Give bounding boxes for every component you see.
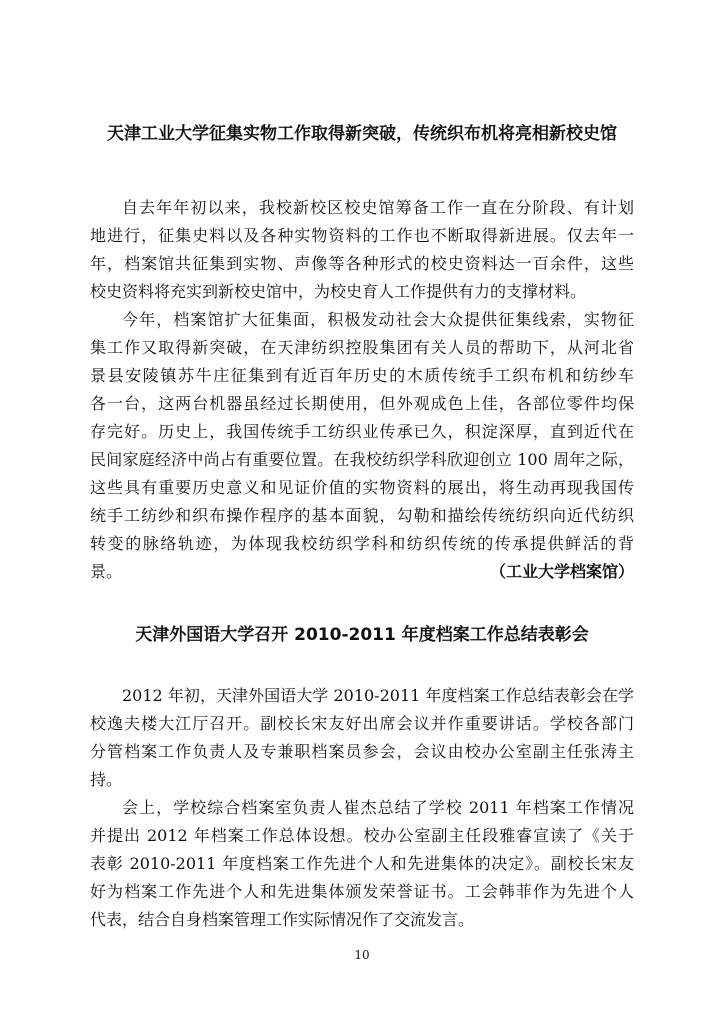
article-2-line: 代表，结合自身档案管理工作实际情况作了交流发言。 — [90, 910, 475, 929]
article-2-line: 持。 — [90, 770, 123, 789]
article-1-line: 这些具有重要历史意义和见证价值的实物资料的展出，将生动再现我国传 — [90, 478, 634, 497]
article-1-title: 天津工业大学征集实物工作取得新突破，传统织布机将亮相新校史馆 — [107, 124, 617, 144]
article-1-line: 校史资料将充实到新校史馆中，为校史育人工作提供有力的支撑材料。 — [90, 282, 587, 301]
article-2-line: 校逸夫楼大江厅召开。副校长宋友好出席会议并作重要讲话。学校各部门 — [90, 714, 634, 733]
article-2-line: 会上，学校综合档案室负责人崔杰总结了学校 2011 年档案工作情况 — [122, 798, 634, 817]
article-1-line: 统手工纺纱和织布操作程序的基本面貌，勾勒和描绘传统纺织向近代纺织 — [90, 506, 634, 525]
article-1-line: 景。 — [90, 562, 123, 581]
article-2-line: 分管档案工作负责人及专兼职档案员参会，会议由校办公室副主任张涛主 — [90, 742, 634, 761]
article-2-line: 并提出 2012 年档案工作总体设想。校办公室副主任段雅睿宣读了《关于 — [90, 826, 634, 845]
article-1-line: 存完好。历史上，我国传统手工纺织业传承已久，积淀深厚，直到近代在 — [90, 422, 634, 441]
article-1-signature: （工业大学档案馆） — [489, 562, 634, 581]
article-2-line: 表彰 2010-2011 年度档案工作先进个人和先进集体的决定》。副校长宋友 — [90, 854, 634, 873]
article-1-line: 各一台，这两台机器虽经过长期使用，但外观成色上佳，各部位零件均保 — [90, 394, 634, 413]
article-2-title: 天津外国语大学召开 2010-2011 年度档案工作总结表彰会 — [135, 625, 589, 645]
article-1-line: 自去年年初以来，我校新校区校史馆筹备工作一直在分阶段、有计划 — [122, 198, 634, 217]
article-1-line: 集工作又取得新突破，在天津纺织控股集团有关人员的帮助下，从河北省 — [90, 338, 634, 357]
page-number: 10 — [354, 948, 370, 962]
article-1-line: 今年，档案馆扩大征集面，积极发动社会大众提供征集线索，实物征 — [122, 310, 634, 329]
article-1-line: 民间家庭经济中尚占有重要位置。在我校纺织学科欣迎创立 100 周年之际， — [90, 450, 634, 469]
article-1-line: 年，档案馆共征集到实物、声像等各种形式的校史资料达一百余件，这些 — [90, 254, 634, 273]
article-2-line: 2012 年初，天津外国语大学 2010-2011 年度档案工作总结表彰会在学 — [122, 686, 634, 705]
article-1-line: 景县安陵镇苏牛庄征集到有近百年历史的木质传统手工织布机和纺纱车 — [90, 366, 634, 385]
article-1-line: 地进行，征集史料以及各种实物资料的工作也不断取得新进展。仅去年一 — [90, 226, 634, 245]
article-1-line: 转变的脉络轨迹，为体现我校纺织学科和纺织传统的传承提供鲜活的背 — [90, 534, 634, 553]
article-2-line: 好为档案工作先进个人和先进集体颁发荣誉证书。工会韩菲作为先进个人 — [90, 882, 634, 901]
